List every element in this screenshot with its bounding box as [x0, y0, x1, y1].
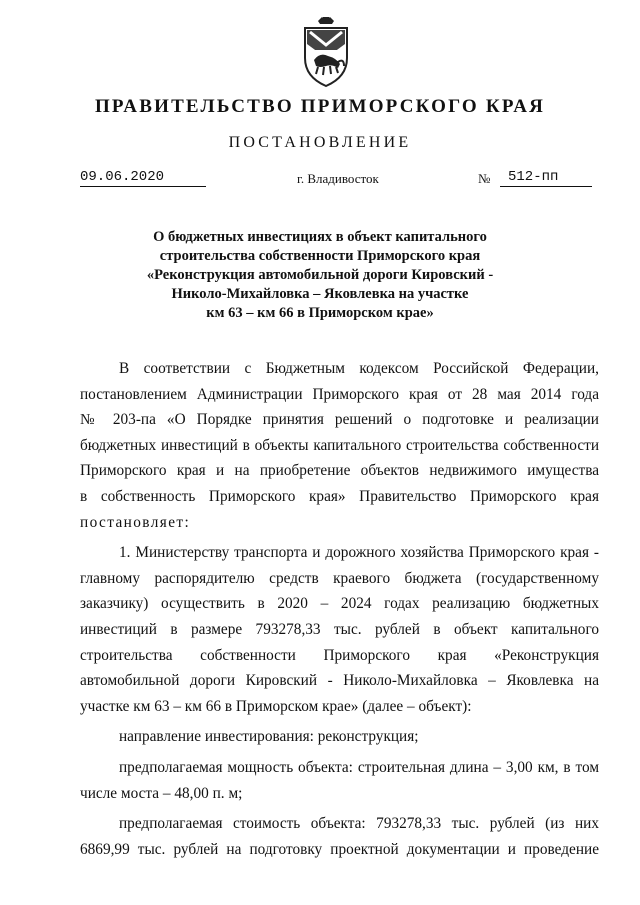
body-line: инвестиций в размере 793278,33 тыс. рублей в объект капитального	[80, 620, 599, 638]
organization-title: ПРАВИТЕЛЬСТВО ПРИМОРСКОГО КРАЯ	[94, 96, 546, 117]
body-line: заказчику) осуществить в 2020 – 2024 годах реализацию бюджетных	[80, 595, 599, 613]
document-heading	[110, 228, 530, 323]
coat-of-arms-emblem	[296, 14, 356, 90]
body-line: бюджетных инвестиций в объекты капитального строительства собственности	[80, 436, 599, 454]
document-type: ПОСТАНОВЛЕНИЕ	[228, 134, 412, 151]
body-line: в собственность Приморского края» Правительство Приморского края	[80, 487, 599, 505]
body-line: постановлением Администрации Приморского края от 28 мая 2014 года	[80, 385, 599, 403]
document-city: г. Владивосток	[297, 171, 379, 186]
heading-line: «Реконструкция автомобильной дороги Кировский -	[146, 267, 494, 283]
body-line: предполагаемая стоимость объекта: 793278,33 тыс. рублей (из них	[119, 815, 599, 833]
heading-line: Николо-Михайловка – Яковлевка на участке	[171, 286, 469, 302]
body-line: числе моста – 48,00 п. м;	[80, 784, 243, 802]
document-meta-row	[0, 169, 640, 193]
document-number-sign: №	[478, 171, 491, 186]
body-line: участке км 63 – км 66 в Приморском крае» (далее – объект):	[80, 697, 472, 715]
body-line-decree: постановляет:	[80, 513, 191, 531]
body-line: Приморского края и на приобретение объектов недвижимого имущества	[80, 462, 599, 480]
document-number: 512-пп	[500, 169, 592, 187]
body-line: № 203-па «О Порядке принятия решений о подготовке и реализации	[80, 411, 599, 429]
body-line: В соответствии с Бюджетным кодексом Российской Федерации,	[119, 360, 599, 377]
body-line: 6869,99 тыс. рублей на подготовку проектной документации и проведение	[80, 840, 599, 858]
body-line: предполагаемая мощность объекта: строительная длина – 3,00 км, в том	[119, 758, 599, 776]
body-line: автомобильной дороги Кировский - Николо-Михайловка – Яковлевка на	[80, 672, 599, 690]
heading-line: строительства собственности Приморского края	[159, 248, 481, 264]
body-line: направление инвестирования: реконструкция;	[119, 728, 419, 746]
document-date: 09.06.2020	[80, 169, 206, 187]
body-line: главному распорядителю средств краевого бюджета (государственному	[80, 569, 599, 587]
document-body	[80, 356, 599, 862]
body-line: строительства собственности Приморского края «Реконструкция	[80, 646, 599, 664]
heading-line: О бюджетных инвестициях в объект капитального	[153, 229, 487, 245]
body-line: 1. Министерству транспорта и дорожного хозяйства Приморского края -	[119, 544, 599, 562]
heading-line: км 63 – км 66 в Приморском крае»	[206, 305, 434, 321]
